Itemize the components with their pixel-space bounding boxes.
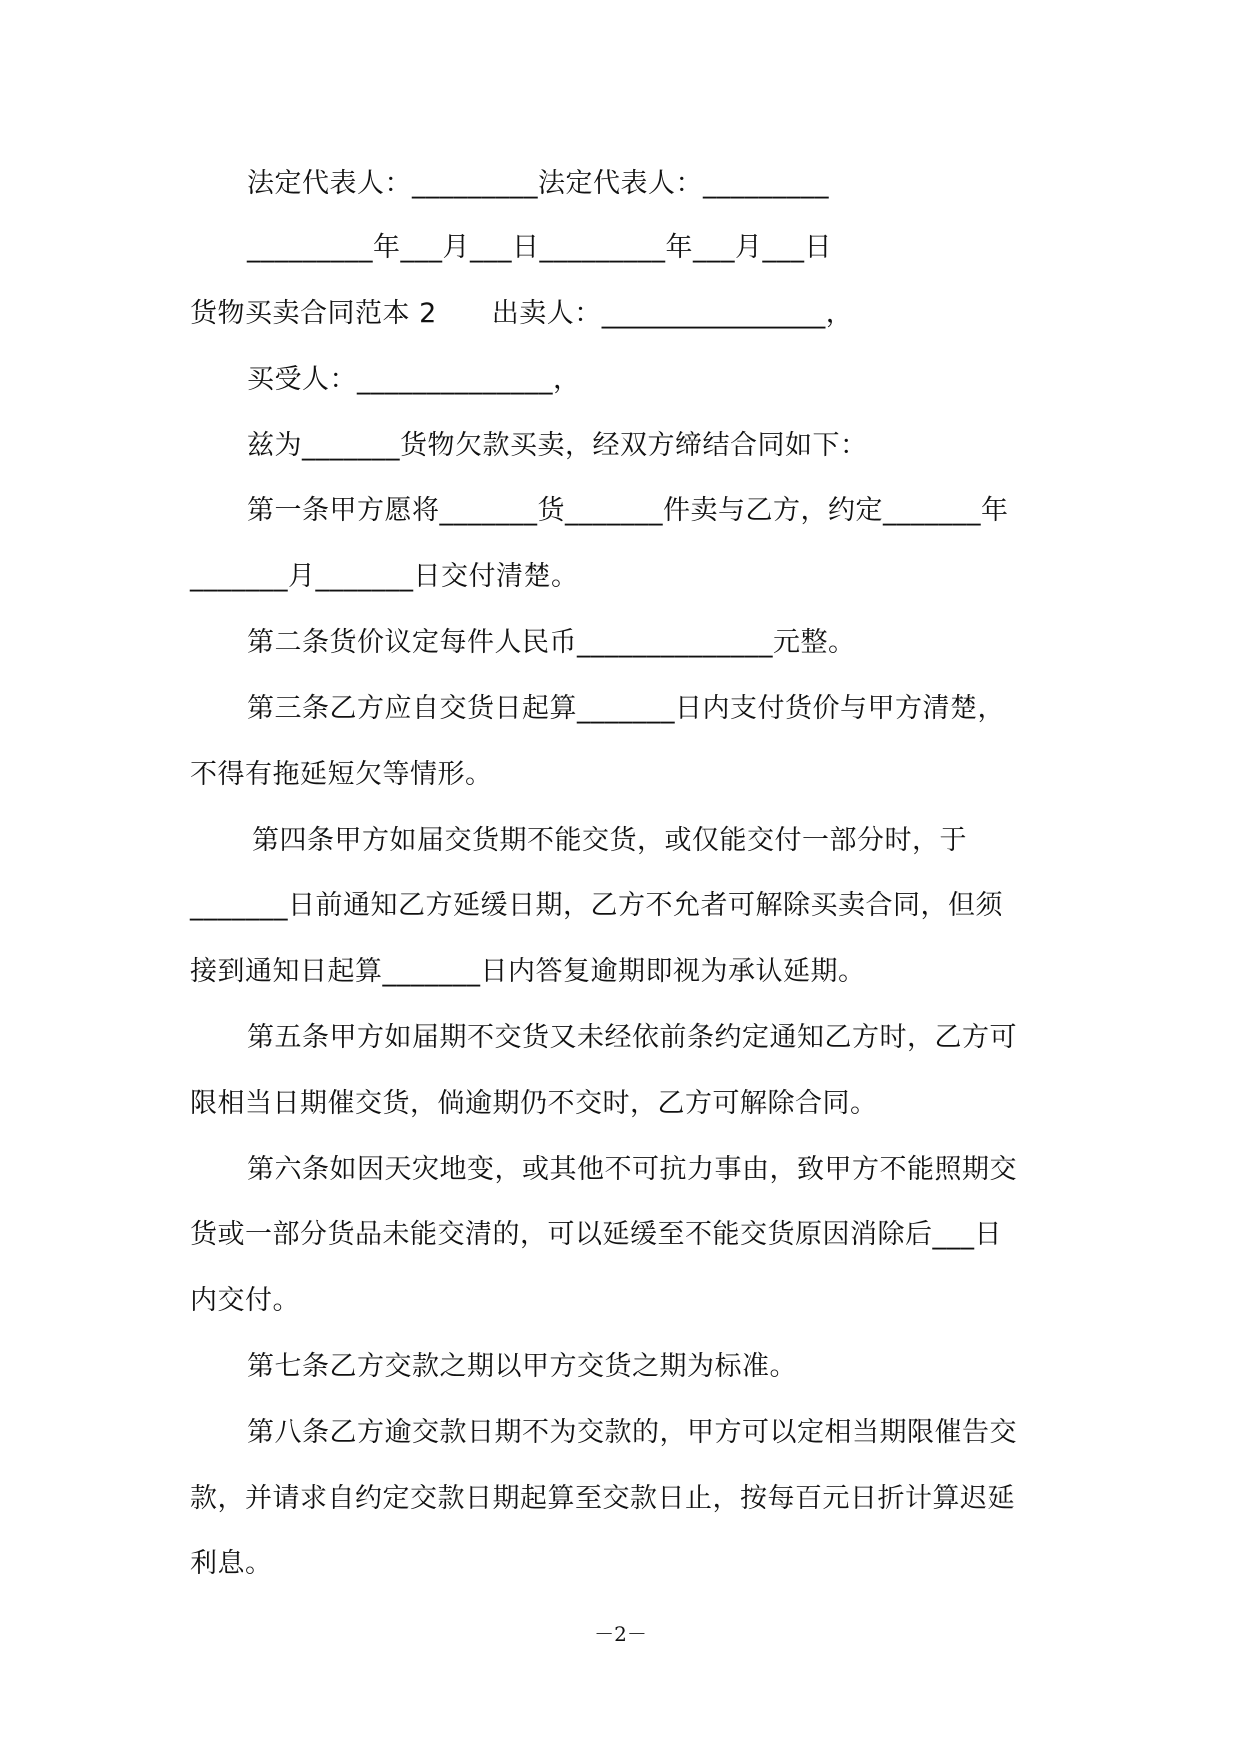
- signature-line-dates: _________年___月___日_________年___月___日: [247, 232, 832, 263]
- page-number: －2－: [594, 1622, 647, 1646]
- clause-3-line-2: 不得有拖延短欠等情形。: [190, 759, 493, 790]
- signature-line-representatives: 法定代表人：_________法定代表人：_________: [247, 168, 829, 199]
- clause-2: 第二条货价议定每件人民币______________元整。: [247, 627, 856, 658]
- clause-1-line-2: _______月_______日交付清楚。: [190, 561, 579, 592]
- clause-8-line-3: 利息。: [190, 1548, 273, 1579]
- clause-1-line-1: 第一条甲方愿将_______货_______件卖与乙方，约定_______年: [247, 495, 1009, 526]
- contract-preamble: 兹为_______货物欠款买卖，经双方缔结合同如下：: [247, 430, 868, 461]
- buyer-line: 买受人：______________，: [247, 364, 581, 395]
- clause-4-line-2: _______日前通知乙方延缓日期，乙方不允者可解除买卖合同，但须: [190, 890, 1003, 921]
- clause-8-line-2: 款，并请求自约定交款日期起算至交款日止，按每百元日折计算迟延: [190, 1483, 1015, 1514]
- clause-5-line-2: 限相当日期催交货，倘逾期仍不交时，乙方可解除合同。: [190, 1088, 878, 1119]
- clause-3-line-1: 第三条乙方应自交货日起算_______日内支付货价与甲方清楚，: [247, 693, 1005, 724]
- clause-6-line-1: 第六条如因天灾地变，或其他不可抗力事由，致甲方不能照期交: [247, 1154, 1017, 1185]
- clause-8-line-1: 第八条乙方逾交款日期不为交款的，甲方可以定相当期限催告交: [247, 1417, 1017, 1448]
- clause-4-line-1: 第四条甲方如届交货期不能交货，或仅能交付一部分时，于: [252, 825, 967, 856]
- contract-title-seller-line: 货物买卖合同范本 2 出卖人：________________，: [190, 298, 854, 329]
- clause-5-line-1: 第五条甲方如届期不交货又未经依前条约定通知乙方时，乙方可: [247, 1022, 1017, 1053]
- clause-6-line-3: 内交付。: [190, 1285, 300, 1316]
- clause-7: 第七条乙方交款之期以甲方交货之期为标准。: [247, 1351, 797, 1382]
- clause-4-line-3: 接到通知日起算_______日内答复逾期即视为承认延期。: [190, 956, 866, 987]
- clause-6-line-2: 货或一部分货品未能交清的，可以延缓至不能交货原因消除后___日: [190, 1219, 1002, 1250]
